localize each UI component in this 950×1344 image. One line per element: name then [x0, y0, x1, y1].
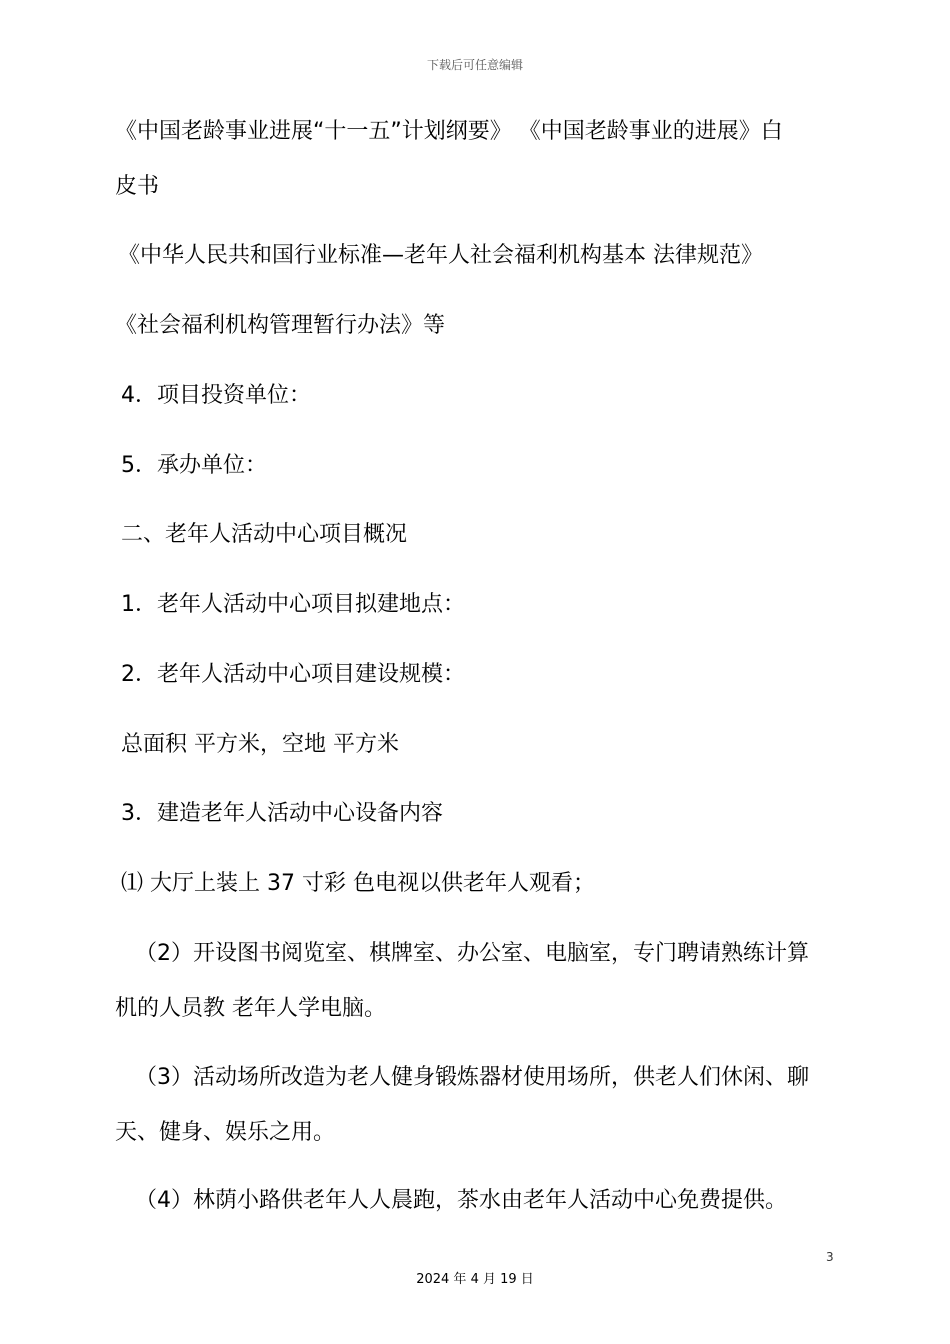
text-line-14: 机的人员教 老年人学电脑。 [115, 996, 386, 1021]
text-line-11: 3．建造老年人活动中心设备内容 [121, 801, 443, 826]
section-heading: 二、老年人活动中心项目概况 [121, 522, 408, 547]
text-line-13: （2）开设图书阅览室、棋牌室、办公室、电脑室，专门聘请熟练计算 [135, 941, 809, 966]
text-line-8: 1．老年人活动中心项目拟建地点： [121, 592, 465, 617]
footer-date: 2024 年 4 月 19 日 [416, 1272, 534, 1287]
text-line-16: 天、健身、娱乐之用。 [115, 1120, 336, 1145]
text-line-10: 总面积 平方米，空地 平方米 [121, 732, 399, 757]
text-line-12: ⑴ 大厅上装上 37 寸彩 色电视以供老年人观看； [121, 871, 595, 896]
text-line-9: 2．老年人活动中心项目建设规模： [121, 662, 465, 687]
text-line-6: 5．承办单位： [121, 453, 267, 478]
text-line-15: （3）活动场所改造为老人健身锻炼器材使用场所，供老人们休闲、聊 [135, 1065, 809, 1090]
text-line-4: 《社会福利机构管理暂行办法》等 [115, 313, 446, 338]
text-line-2: 皮书 [115, 174, 160, 199]
text-line-17: （4）林荫小路供老年人人晨跑，茶水由老年人活动中心免费提供。 [135, 1188, 787, 1213]
text-line-5: 4．项目投资单位： [121, 383, 311, 408]
header-note: 下载后可任意编辑 [426, 58, 523, 72]
page-number: 3 [826, 1250, 834, 1264]
text-line-1: 《中国老龄事业进展“十一五”计划纲要》 《中国老龄事业的进展》白 [115, 119, 783, 144]
text-line-3: 《中华人民共和国行业标准—老年人社会福利机构基本 法律规范》 [118, 243, 763, 268]
